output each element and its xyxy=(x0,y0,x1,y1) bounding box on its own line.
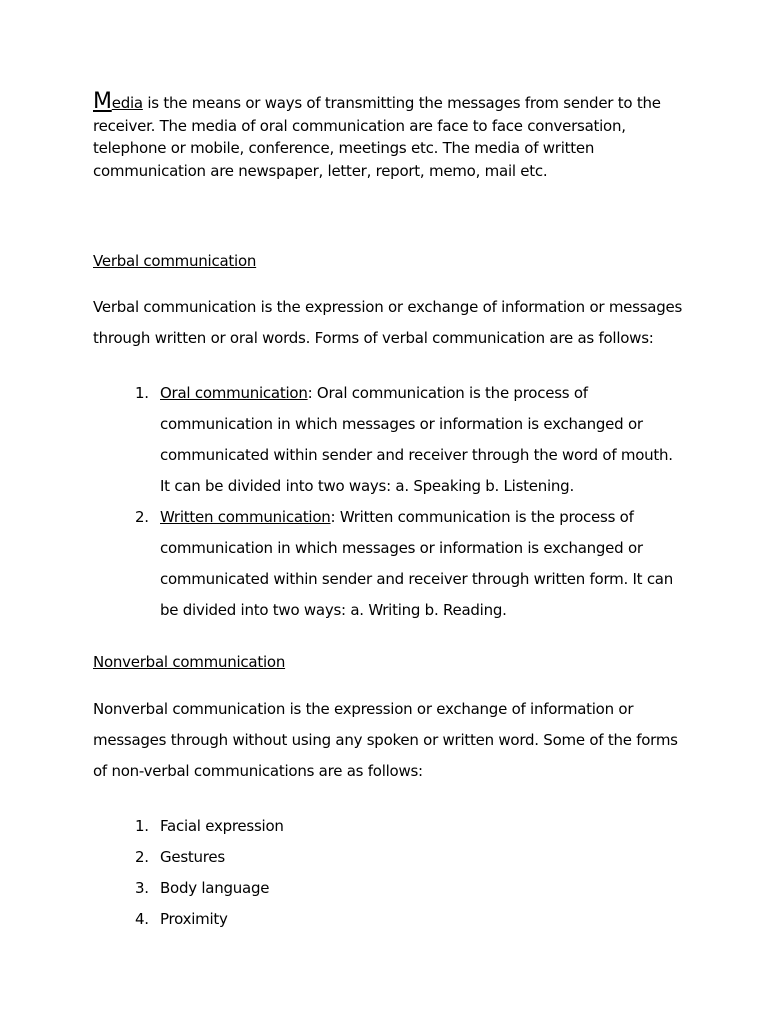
list-item-number: 1. xyxy=(135,817,149,835)
nonverbal-paragraph: Nonverbal communication is the expression or exchange of information or messages through without using any spoken or written word. Some of the forms of non-verbal communications are as follows: xyxy=(93,700,678,780)
list-item xyxy=(130,842,675,873)
list-item-number: 1. xyxy=(135,384,149,402)
nonverbal-list xyxy=(130,811,675,935)
intro-dropcap: M xyxy=(93,89,112,114)
list-item-number: 2. xyxy=(135,508,149,526)
list-item-number: 4. xyxy=(135,910,149,928)
list-item xyxy=(130,502,675,626)
list-item xyxy=(130,873,675,904)
intro-dropcap-rest: edia xyxy=(111,94,143,112)
list-item-text: : Oral communication is the process of communication in which messages or information is exchanged or communicated within sender and receiver through the word of mouth. It can be divided into two ways: a. Speaking b. Listening. xyxy=(160,384,673,495)
list-item-number: 2. xyxy=(135,848,149,866)
list-item xyxy=(130,378,675,502)
verbal-heading: Verbal communication xyxy=(93,252,257,270)
list-item-term: Written communication xyxy=(160,508,331,526)
list-item-term: Oral communication xyxy=(160,384,308,402)
nonverbal-heading: Nonverbal communication xyxy=(93,653,286,671)
intro-text: is the means or ways of transmitting the messages from sender to the receiver. The media of oral communication are face to face conversation, telephone or mobile, conference, meetings etc. The media of written communication are newspaper, letter, report, memo, mail etc. xyxy=(93,94,661,180)
list-item-text: Facial expression xyxy=(160,817,284,835)
verbal-paragraph: Verbal communication is the expression or exchange of information or messages through written or oral words. Forms of verbal communication are as follows: xyxy=(93,298,683,347)
list-item-text: Body language xyxy=(160,879,270,897)
verbal-list xyxy=(130,378,675,626)
list-item-text: Proximity xyxy=(160,910,228,928)
list-item xyxy=(130,811,675,842)
list-item-text: : Written communication is the process of communication in which messages or information is exchanged or communicated within sender and receiver through written form. It can be divided into two ways: a. Writing b. Reading. xyxy=(160,508,674,619)
list-item-number: 3. xyxy=(135,879,149,897)
list-item-text: Gestures xyxy=(160,848,225,866)
intro-paragraph xyxy=(93,91,673,182)
list-item xyxy=(130,904,675,935)
